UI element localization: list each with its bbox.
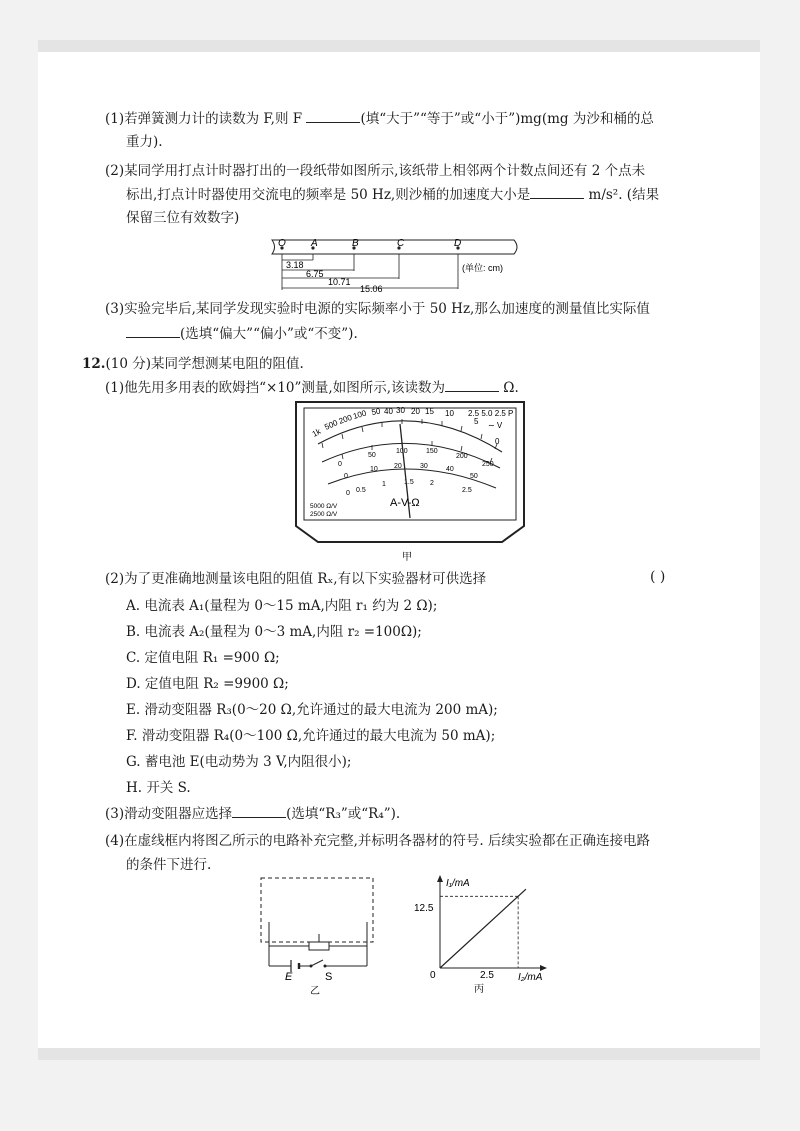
ohm-tick-100: 100 — [352, 408, 368, 421]
dcv-tick-150: 150 — [426, 448, 438, 455]
y-axis-label: I₁/mA — [446, 878, 470, 889]
paper-tape-figure — [268, 234, 530, 292]
meter-top-right-range: 2.5 5.0 2.5 P — [468, 409, 514, 418]
tape-distance-od: 15.06 — [360, 284, 383, 292]
option-g: G. 蓄电池 E(电动势为 3 V,内阻很小); — [126, 754, 352, 770]
top-scan-band — [38, 40, 760, 52]
dcv-tick-250: 250 — [482, 461, 494, 468]
q11-part2-line3: 保留三位有效数字) — [126, 210, 240, 226]
answer-blank[interactable] — [126, 325, 180, 338]
q11-part2-line2: 标出,打点计时器使用交流电的频率是 50 Hz,则沙桶的加速度大小是 m/s². (结果 — [126, 187, 660, 203]
q11-part1-line1: (1)若弹簧测力计的读数为 F,则 F (填“大于”“等于”或“小于”)mg(mg 为沙和桶的总 — [105, 111, 654, 127]
acv-tick-40: 40 — [446, 466, 454, 473]
origin-label: 0 — [430, 970, 436, 981]
answer-blank[interactable] — [232, 805, 286, 818]
tape-distance-oc: 10.71 — [328, 277, 351, 287]
tape-distance-oa: 3.18 — [286, 260, 304, 270]
figure-caption-jia: 甲 — [402, 552, 412, 563]
option-b: B. 电流表 A₂(量程为 0～3 mA,内阻 r₂ =100Ω); — [126, 624, 422, 640]
acv-tick-30: 30 — [420, 463, 428, 470]
current-graph-figure — [410, 872, 560, 996]
low-tick-1: 1 — [382, 481, 386, 488]
ohm-tick-1k: 1k — [310, 426, 323, 439]
option-d: D. 定值电阻 R₂ =9900 Ω; — [126, 676, 289, 692]
acv-tick-50: 50 — [470, 473, 478, 480]
option-h: H. 开关 S. — [126, 780, 191, 796]
option-c: C. 定值电阻 R₁ =900 Ω; — [126, 650, 280, 666]
q11-part2-line1: (2)某同学用打点计时器打出的一段纸带如图所示,该纸带上相邻两个计数点间还有 2 个点未 — [105, 163, 646, 179]
meter-center-label: A-V-Ω — [390, 497, 420, 509]
circuit-figure — [255, 874, 380, 996]
battery-label-e: E — [285, 971, 293, 983]
meter-sensitivity-1: 5000 Ω/V — [310, 503, 338, 510]
dcv-tick-200: 200 — [456, 453, 468, 460]
option-a: A. 电流表 A₁(量程为 0～15 mA,内阻 r₁ 约为 2 Ω); — [126, 598, 438, 614]
acv-tick-10: 10 — [370, 466, 378, 473]
data-line — [440, 889, 526, 968]
ohm-tick-40: 40 — [384, 407, 393, 416]
rheostat-symbol — [309, 942, 329, 950]
ohm-tick-50: 50 — [370, 406, 382, 417]
q12-part4-line1: (4)在虚线框内将图乙所示的电路补充完整,并标明各器材的符号. 后续实验都在正确连接电路 — [105, 833, 650, 849]
ohm-tick-0: 0 — [495, 437, 500, 446]
answer-blank[interactable] — [306, 110, 360, 123]
answer-parentheses[interactable]: ( ) — [650, 569, 666, 585]
multimeter-figure — [292, 400, 528, 566]
x-tick-label: 2.5 — [480, 970, 494, 981]
low-tick-1.5: 1.5 — [404, 479, 414, 486]
acv-tick-0: 0 — [344, 473, 348, 480]
y-tick-label: 12.5 — [414, 903, 434, 914]
q11-part3-line1: (3)实验完毕后,某同学发现实验时电源的实际频率小于 50 Hz,那么加速度的测量值比实际值 — [105, 301, 650, 317]
low-tick-0.5: 0.5 — [356, 487, 366, 494]
low-tick-2.5: 2.5 — [462, 487, 472, 494]
q12-part1: (1)他先用多用表的欧姆挡“×10”测量,如图所示,该读数为 Ω. — [105, 380, 519, 396]
figure-caption-yi: 乙 — [310, 986, 320, 996]
ohm-tick-20: 20 — [411, 407, 420, 416]
acv-tick-20: 20 — [394, 463, 402, 470]
x-axis-label: I₂/mA — [518, 972, 543, 983]
tape-label-c: C — [397, 238, 405, 249]
q12-heading: 12.(10 分)某同学想测某电阻的阻值. — [82, 356, 304, 372]
ohm-tick-5: 5 — [474, 417, 479, 426]
low-tick-0: 0 — [346, 490, 350, 497]
tape-unit: (单位: cm) — [462, 263, 503, 273]
bottom-scan-band — [38, 1048, 760, 1060]
tape-label-o: O — [278, 238, 286, 249]
meter-sensitivity-2: 2500 Ω/V — [310, 511, 338, 518]
dashed-answer-box[interactable] — [261, 878, 373, 942]
low-tick-2: 2 — [430, 480, 434, 487]
tape-label-d: D — [454, 238, 462, 249]
tape-label-b: B — [352, 238, 359, 249]
q11-part3-line2: (选填“偏大”“偏小”或“不变”). — [126, 325, 358, 343]
q12-part2: (2)为了更准确地测量该电阻的阻值 Rₓ,有以下实验器材可供选择 — [105, 571, 487, 587]
meter-acv-mark: ∼ V — [488, 421, 503, 430]
tape-label-a: A — [311, 238, 318, 249]
figure-caption-bing: 丙 — [474, 984, 484, 995]
switch-label-s: S — [325, 971, 333, 983]
ohm-tick-15: 15 — [425, 407, 434, 416]
ohm-tick-200: 200 — [337, 412, 354, 426]
dcv-tick-100: 100 — [396, 448, 408, 455]
dcv-tick-50: 50 — [368, 452, 376, 459]
answer-blank[interactable] — [445, 379, 499, 392]
option-f: F. 滑动变阻器 R₄(0～100 Ω,允许通过的最大电流为 50 mA); — [126, 728, 496, 744]
q12-part3: (3)滑动变阻器应选择 (选填“R₃”或“R₄”). — [105, 806, 401, 822]
q11-part1-line2: 重力). — [126, 134, 163, 150]
ohm-tick-30: 30 — [396, 406, 405, 415]
option-e: E. 滑动变阻器 R₃(0～20 Ω,允许通过的最大电流为 200 mA); — [126, 702, 498, 718]
q12-part4-line2: 的条件下进行. — [126, 857, 212, 873]
ohm-tick-10: 10 — [445, 409, 454, 418]
answer-blank[interactable] — [530, 186, 584, 199]
tape-distance-ob: 6.75 — [306, 269, 324, 279]
dcv-tick-0: 0 — [338, 461, 342, 468]
ohm-tick-500: 500 — [323, 418, 340, 432]
